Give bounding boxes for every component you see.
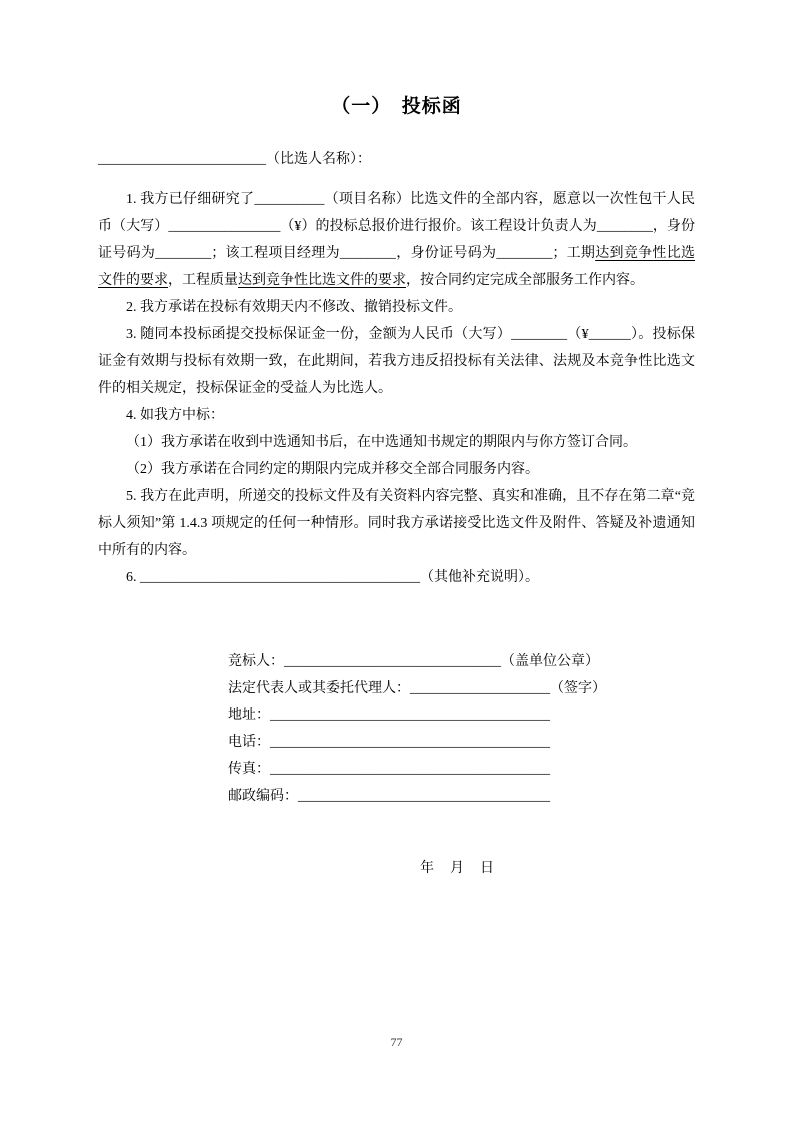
- paragraph-3: [98, 321, 695, 402]
- signature-row-fax: [228, 756, 695, 783]
- paragraph-4-item-1: （1）我方承诺在收到中选通知书后，在中选通知书规定的期限内与你方签订合同。: [126, 435, 637, 450]
- addressee-label: （比选人名称）：: [266, 152, 371, 167]
- fax-blank: ________________________________________: [270, 762, 550, 777]
- p1-text: （项目名称）比选文件的全部内容，愿意以一次性包干人民币（大写）: [98, 192, 696, 234]
- project-name-blank: __________: [254, 192, 325, 207]
- p6-text: 6.: [126, 570, 140, 585]
- body-paragraphs: [98, 186, 695, 591]
- postcode-blank: ____________________________________: [298, 789, 550, 804]
- date-line: 年 月 日: [420, 861, 495, 876]
- signature-row-phone: [228, 729, 695, 756]
- design-lead-id-blank: ________: [155, 246, 212, 261]
- p1-text: 1. 我方已仔细研究了: [126, 192, 255, 207]
- bidder-signature-blank: _______________________________: [284, 654, 501, 669]
- page-number: 77: [390, 1035, 403, 1049]
- postcode-label: 邮政编码：: [228, 789, 298, 804]
- p3-text: ）。投标保证金有效期与投标有效期一致，在此期间，若我方违反招投标有关法律、法规及本竞争性比选文件的相关规定，投标保证金的受益人为比选人。: [98, 327, 696, 396]
- paragraph-2: 2. 我方承诺在投标有效期天内不修改、撤销投标文件。: [126, 300, 462, 315]
- signature-row-representative: [228, 675, 695, 702]
- signature-row-address: [228, 702, 695, 729]
- company-seal-label: （盖单位公章）: [501, 654, 599, 669]
- sign-label: （签字）: [550, 681, 606, 696]
- paragraph-5: 5. 我方在此声明，所递交的投标文件及有关资料内容完整、真实和准确，且不存在第二章“竞标人须知”第 1.4.3 项规定的任何一种情形。同时我方承诺接受比选文件及附件、答疑及补遗通知中所有的内容。: [98, 489, 695, 558]
- p6-text: （其他补充说明）。: [420, 570, 539, 585]
- p1-text: ，工程质量: [168, 273, 238, 288]
- address-blank: ________________________________________: [270, 708, 550, 723]
- design-lead-blank: ________: [596, 219, 653, 234]
- signature-block: [228, 648, 695, 810]
- phone-blank: ________________________________________: [270, 735, 550, 750]
- addressee-line: [98, 146, 695, 173]
- duration-requirement-underlined: 达到竞争性比选文件的要求: [98, 246, 696, 288]
- phone-label: 电话：: [228, 735, 270, 750]
- paragraph-4: 4. 如我方中标：: [126, 408, 224, 423]
- representative-signature-blank: ____________________: [410, 681, 550, 696]
- project-manager-id-blank: ________: [496, 246, 553, 261]
- signature-row-postcode: [228, 783, 695, 810]
- paragraph-4-item-2: （2）我方承诺在合同约定的期限内完成并移交全部合同服务内容。: [126, 462, 539, 477]
- p1-text: ，按合同约定完成全部服务工作内容。: [406, 273, 644, 288]
- paragraph-1: [98, 186, 695, 294]
- deposit-figures-blank: ______: [588, 327, 631, 342]
- other-notes-blank: ________________________________________: [140, 570, 420, 585]
- p3-text: 3. 随同本投标函提交投标保证金一份，金额为人民币（大写）: [126, 327, 512, 342]
- p1-text: ，身份证号码为: [395, 246, 497, 261]
- document-content: [98, 0, 695, 882]
- paragraph-6: [98, 564, 695, 591]
- p1-text: ，身份证号码为: [98, 219, 695, 261]
- deposit-words-blank: ________: [511, 327, 568, 342]
- bidder-name-blank: ________________________: [98, 152, 266, 167]
- signature-row-bidder: [228, 648, 695, 675]
- p1-text: ；工期: [552, 246, 596, 261]
- representative-label: 法定代表人或其委托代理人：: [228, 681, 410, 696]
- p1-text: ；该工程项目经理为: [211, 246, 340, 261]
- page-title: （一） 投标函: [331, 96, 462, 117]
- quality-requirement-underlined: 达到竞争性比选文件的要求: [238, 273, 406, 288]
- amount-words-blank: ________________: [168, 219, 281, 234]
- fax-label: 传真：: [228, 762, 270, 777]
- p3-text: （¥: [567, 327, 589, 342]
- project-manager-blank: ________: [339, 246, 396, 261]
- address-label: 地址：: [228, 708, 270, 723]
- bidder-label: 竞标人：: [228, 654, 284, 669]
- p1-text: （¥）的投标总报价进行报价。该工程设计负责人为: [280, 219, 597, 234]
